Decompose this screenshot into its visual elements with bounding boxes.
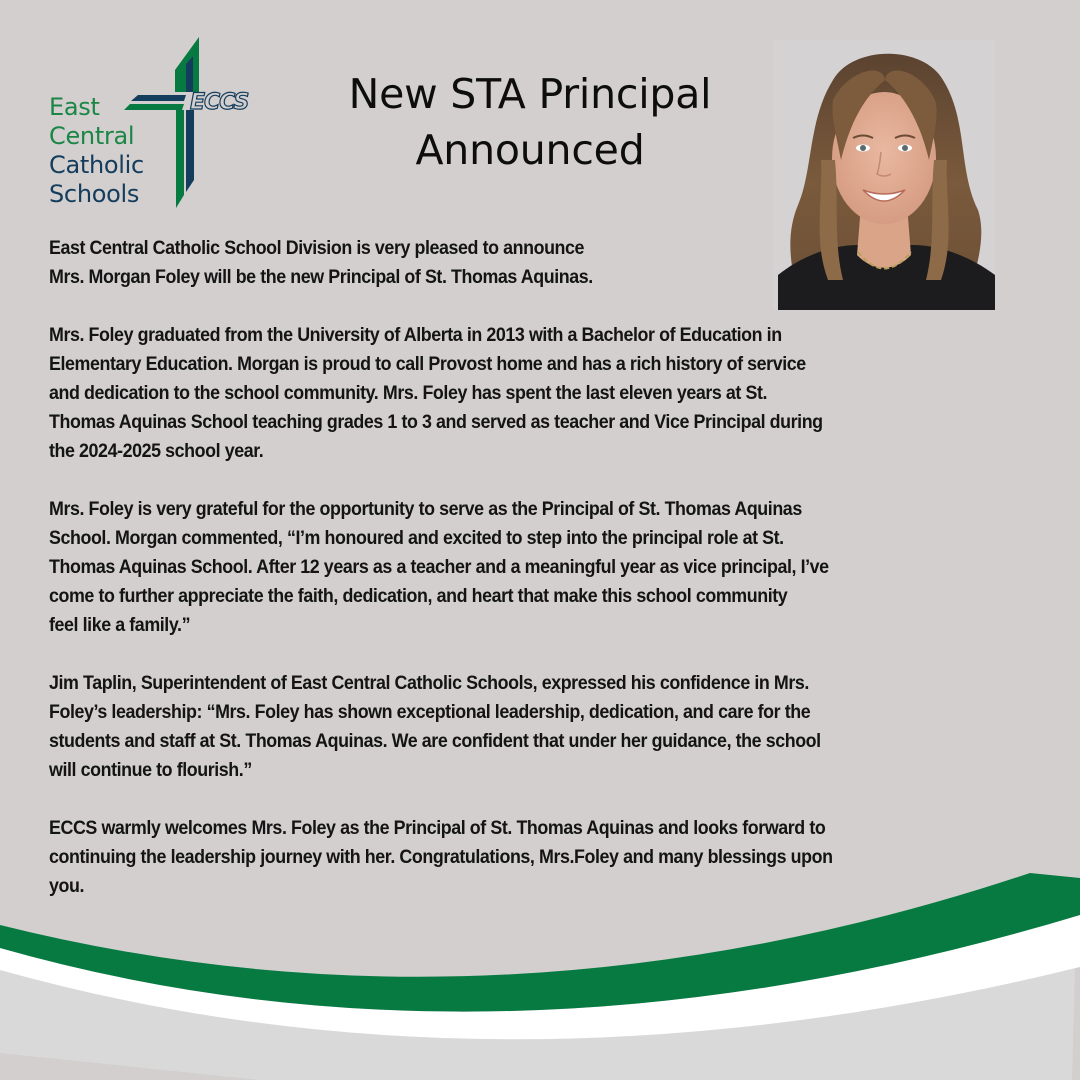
text-line: will continue to flourish.” xyxy=(49,760,252,781)
logo-line-east: East xyxy=(49,93,100,121)
logo-line-central: Central xyxy=(49,122,135,150)
text-line: ECCS warmly welcomes Mrs. Foley as the Principal of St. Thomas Aquinas and looks forward to xyxy=(49,818,826,839)
text-line: Elementary Education. Morgan is proud to call Provost home and has a rich history of service xyxy=(49,354,806,375)
paragraph-background xyxy=(49,321,988,466)
paragraph-quote-foley xyxy=(49,495,988,640)
text-line: feel like a family.” xyxy=(49,615,191,636)
logo-wordmark xyxy=(49,93,144,209)
decorative-wave-band xyxy=(0,860,1080,1080)
eccs-logo xyxy=(40,30,260,220)
page-title xyxy=(300,66,760,178)
text-line: School. Morgan commented, “I’m honoured and excited to step into the principal role at St. xyxy=(49,528,784,549)
text-line: come to further appreciate the faith, dedication, and heart that make this school community xyxy=(49,586,788,607)
text-line: continuing the leadership journey with her. Congratulations, Mrs.Foley and many blessings upon xyxy=(49,847,833,868)
article-body xyxy=(49,234,988,930)
text-line: Mrs. Morgan Foley will be the new Principal of St. Thomas Aquinas. xyxy=(49,267,593,288)
svg-text:ECCS: ECCS xyxy=(190,90,249,115)
logo-line-catholic: Catholic xyxy=(49,151,144,179)
title-line-2: Announced xyxy=(415,126,645,174)
text-line: Jim Taplin, Superintendent of East Central Catholic Schools, expressed his confidence in Mrs. xyxy=(49,673,809,694)
text-line: Mrs. Foley is very grateful for the opportunity to serve as the Principal of St. Thomas Aquinas xyxy=(49,499,802,520)
text-line: Foley’s leadership: “Mrs. Foley has shown exceptional leadership, dedication, and care for the xyxy=(49,702,811,723)
paragraph-announcement xyxy=(49,234,988,292)
text-line: Thomas Aquinas School teaching grades 1 to 3 and served as teacher and Vice Principal during xyxy=(49,412,823,433)
text-line: the 2024-2025 school year. xyxy=(49,441,264,462)
text-line: and dedication to the school community. Mrs. Foley has spent the last eleven years at St. xyxy=(49,383,768,404)
text-line: students and staff at St. Thomas Aquinas. We are confident that under her guidance, the school xyxy=(49,731,821,752)
text-line: you. xyxy=(49,876,85,897)
title-line-1: New STA Principal xyxy=(348,70,712,118)
text-line: East Central Catholic School Division is very pleased to announce xyxy=(49,238,585,259)
paragraph-quote-superintendent xyxy=(49,669,988,785)
text-line: Thomas Aquinas School. After 12 years as a teacher and a meaningful year as vice principal, I’ve xyxy=(49,557,829,578)
text-line: Mrs. Foley graduated from the University of Alberta in 2013 with a Bachelor of Education in xyxy=(49,325,782,346)
logo-line-schools: Schools xyxy=(49,180,140,208)
